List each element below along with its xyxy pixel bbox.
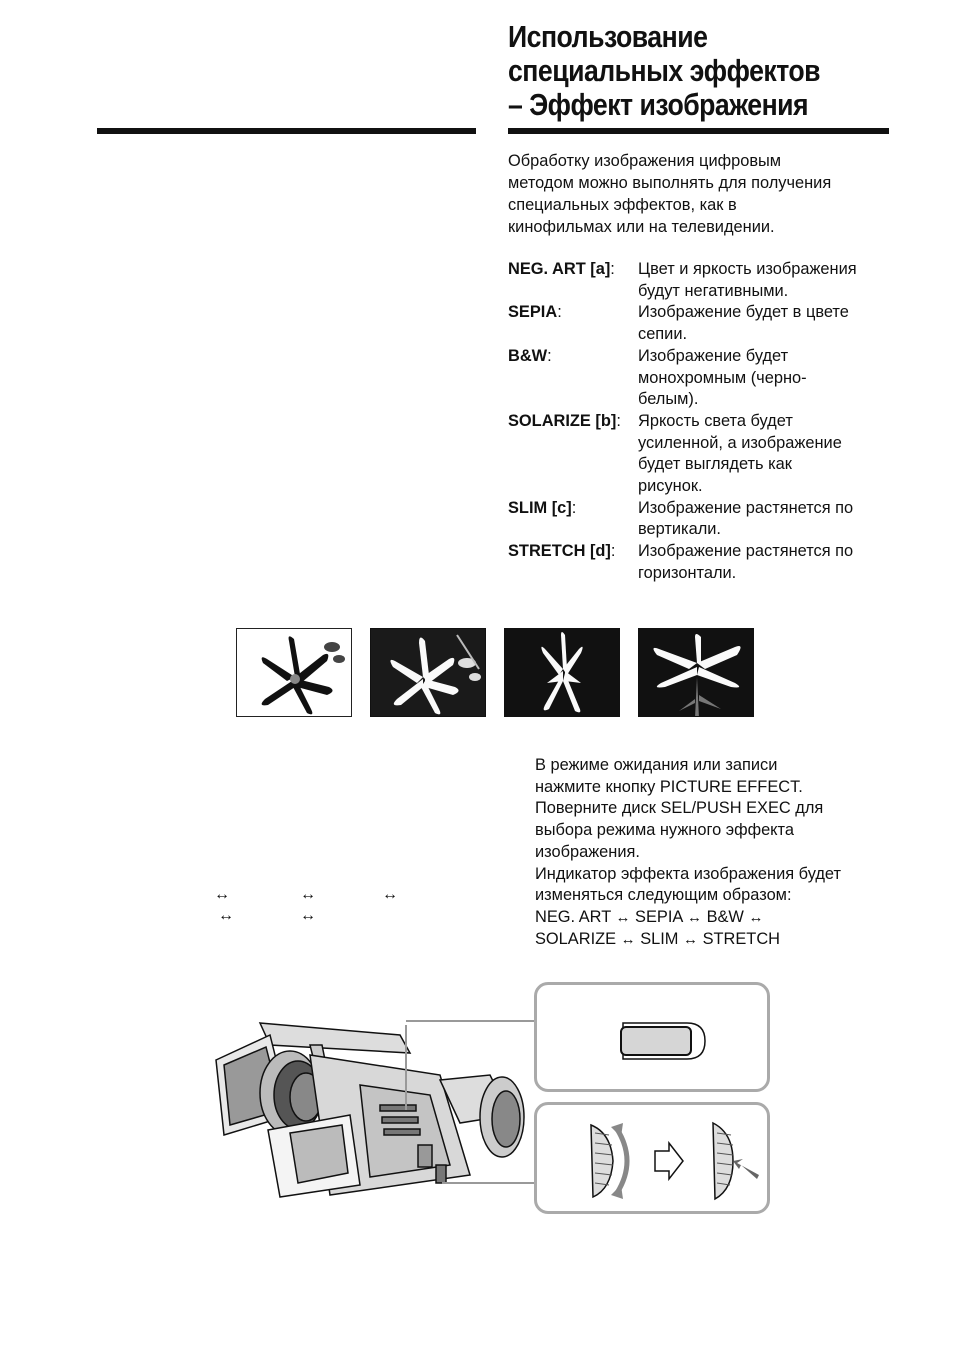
step-line: изображения. [535,842,640,861]
arrow-icon: ↔ [683,930,699,948]
lily-stretch-icon [639,629,754,717]
effect-desc-line: будут негативными. [638,281,789,300]
camcorder-illustration [210,1005,540,1205]
step-line: Поверните диск SEL/PUSH EXEC для [535,799,824,818]
effect-desc-line: вертикали. [638,520,721,539]
sel-push-exec-dial-callout [534,1102,770,1214]
lily-slim-icon [505,629,620,717]
title-line-2: специальных эффектов [508,53,821,88]
effects-list [508,259,908,585]
effect-term: SLIM [c] [508,498,572,517]
effect-desc-line: Изображение растянется по [638,498,854,517]
arrow-icon: ↔ [620,930,636,948]
effect-item: SOLARIZE [b]: Яркость света будет усиленной, а изображение будет выглядеть как рисунок. [508,411,908,498]
title-rule [508,128,889,134]
effect-term: SOLARIZE [b] [508,411,617,430]
effect-desc-line: усиленной, а изображение [638,433,842,452]
intro-line-1: Обработку изображения цифровым [508,152,782,170]
effect-desc-line: горизонтали. [638,563,737,582]
intro-line-3: специальных эффектов, как в [508,196,737,214]
arrow-icon: ↔ [615,908,631,926]
effect-desc-line: Яркость света будет [638,411,793,430]
effect-term: NEG. ART [a] [508,260,611,278]
effect-desc-line: белым). [638,390,699,409]
instructions [535,755,915,950]
title-line-1: Использование [508,19,708,54]
neg-art-example-image [236,628,352,717]
effect-desc-line: рисунок. [638,477,703,496]
arrow-icon: ↔ [748,908,764,926]
intro-line-2: методом можно выполнять для получения [508,174,832,192]
next-arrow-icon [655,1143,683,1179]
intro-paragraph [508,150,898,238]
button-icon [537,985,767,1089]
effect-desc-line: монохромным (черно- [638,368,807,387]
effect-item: SLIM [c]: Изображение растянется по вертикали. [508,498,908,541]
step-line: выбора режима нужного эффекта [535,821,794,840]
effect-item: B&W: Изображение будет монохромным (черно- белым). [508,346,908,411]
lily-solarize-icon [371,629,486,717]
arrow-icon: ↔ [382,886,398,903]
dial-icon [537,1105,767,1211]
step-line: изменяться следующим образом: [535,886,792,905]
effect-sequence-1: NEG. ART ↔ SEPIA ↔ B&W ↔ [535,907,764,926]
effect-item: NEG. ART [a]: Цвет и яркость изображения будут негативными. [508,259,908,302]
arrow-icon: ↔ [218,907,234,924]
slim-example-image [504,628,620,717]
step-line: В режиме ожидания или записи [535,756,778,774]
effect-desc-line: Изображение будет [638,346,789,365]
intro-line-4: кинофильмах или на телевидении. [508,218,775,236]
effect-term: STRETCH [d] [508,542,611,561]
page-title [508,20,843,122]
arrow-icon: ↔ [300,886,316,903]
effect-term: B&W [508,346,548,365]
arrow-icon: ↔ [687,908,702,926]
lily-negative-icon [237,629,352,717]
arrow-icon: ↔ [214,886,230,903]
arrow-icon: ↔ [300,907,316,924]
effect-item: SEPIA: Изображение будет в цвете сепии. [508,302,908,345]
stretch-example-image [638,628,754,717]
effect-item: STRETCH [d]: Изображение растянется по горизонтали. [508,541,908,584]
effect-term: SEPIA [508,303,558,322]
effect-sequence-2: SOLARIZE ↔ SLIM ↔ STRETCH [535,929,780,948]
effect-desc-line: Изображение растянется по [638,542,854,561]
step-line: Индикатор эффекта изображения будет [535,864,842,883]
left-column-rule [97,128,476,134]
effect-desc-line: будет выглядеть как [638,455,792,474]
title-line-3: – Эффект изображения [508,87,809,122]
sepia-example-image [370,628,486,717]
effect-desc-line: сепии. [638,325,688,344]
effect-desc-line: Цвет и яркость изображения [638,260,857,278]
step-line: нажмите кнопку PICTURE EFFECT. [535,777,803,796]
picture-effect-button-callout [534,982,770,1092]
effect-desc-line: Изображение будет в цвете [638,303,849,322]
